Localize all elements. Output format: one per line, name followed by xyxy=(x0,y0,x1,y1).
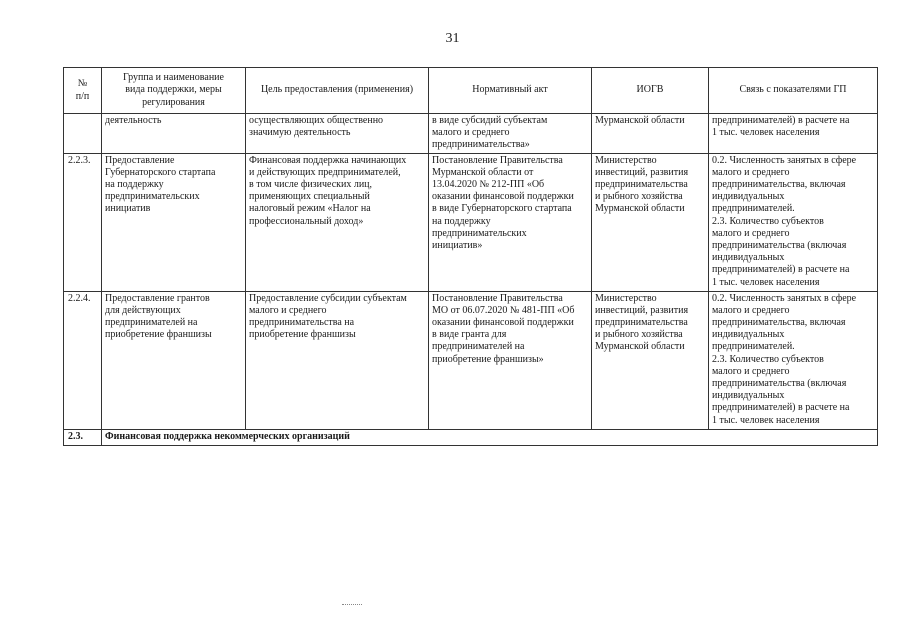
cell-goal: Предоставление субсидии субъектам малого и среднего предпринимательства на приобретение франшизы xyxy=(246,291,429,429)
cell-act: Постановление Правительства МО от 06.07.2020 № 481-ПП «Об оказании финансовой поддержки в виде гранта для предпринимателей на приобретение франшизы» xyxy=(429,291,592,429)
section-title: Финансовая поддержка некоммерческих организаций xyxy=(102,429,878,445)
cell-act: в виде субсидий субъектам малого и среднего предпринимательства» xyxy=(429,114,592,154)
cell-act: Постановление Правительства Мурманской области от 13.04.2020 № 212-ПП «Об оказании финансовой поддержки в виде Губернаторского стартапа на поддержку предпринимательских инициатив» xyxy=(429,153,592,291)
cell-num xyxy=(64,114,102,154)
cell-iogv: Мурманской области xyxy=(592,114,709,154)
cell-num: 2.2.4. xyxy=(64,291,102,429)
table-row xyxy=(64,114,878,154)
table-header-row xyxy=(64,68,878,114)
cell-group: деятельность xyxy=(102,114,246,154)
support-measures-table xyxy=(63,67,878,446)
cell-link: предпринимателей) в расчете на 1 тыс. человек населения xyxy=(709,114,878,154)
section-num: 2.3. xyxy=(64,429,102,445)
header-group: Группа и наименование вида поддержки, меры регулирования xyxy=(102,68,246,114)
cell-group: Предоставление грантов для действующих предпринимателей на приобретение франшизы xyxy=(102,291,246,429)
page-number: 31 xyxy=(445,31,460,46)
header-link: Связь с показателями ГП xyxy=(709,68,878,114)
cell-iogv: Министерство инвестиций, развития предпринимательства и рыбного хозяйства Мурманской области xyxy=(592,291,709,429)
header-num: № п/п xyxy=(64,68,102,114)
cell-group: Предоставление Губернаторского стартапа на поддержку предпринимательских инициатив xyxy=(102,153,246,291)
table-row xyxy=(64,153,878,291)
cell-num: 2.2.3. xyxy=(64,153,102,291)
cell-goal: Финансовая поддержка начинающих и действующих предпринимателей, в том числе физических лиц, применяющих специальный налоговый режим «Налог на профессиональный доход» xyxy=(246,153,429,291)
cell-link: 0.2. Численность занятых в сфере малого и среднего предпринимательства, включая индивидуальных предпринимателей. 2.3. Количество субъектов малого и среднего предпринимательства (включая индивидуальных предпринимателей) в расчете на 1 тыс. человек населения xyxy=(709,153,878,291)
table-row xyxy=(64,291,878,429)
header-act: Нормативный акт xyxy=(429,68,592,114)
header-goal: Цель предоставления (применения) xyxy=(246,68,429,114)
section-row xyxy=(64,429,878,445)
scan-artifact xyxy=(342,604,362,605)
cell-iogv: Министерство инвестиций, развития предпринимательства и рыбного хозяйства Мурманской области xyxy=(592,153,709,291)
cell-link: 0.2. Численность занятых в сфере малого и среднего предпринимательства, включая индивидуальных предпринимателей. 2.3. Количество субъектов малого и среднего предпринимательства (включая индивидуальных предпринимателей) в расчете на 1 тыс. человек населения xyxy=(709,291,878,429)
cell-goal: осуществляющих общественно значимую деятельность xyxy=(246,114,429,154)
header-iogv: ИОГВ xyxy=(592,68,709,114)
